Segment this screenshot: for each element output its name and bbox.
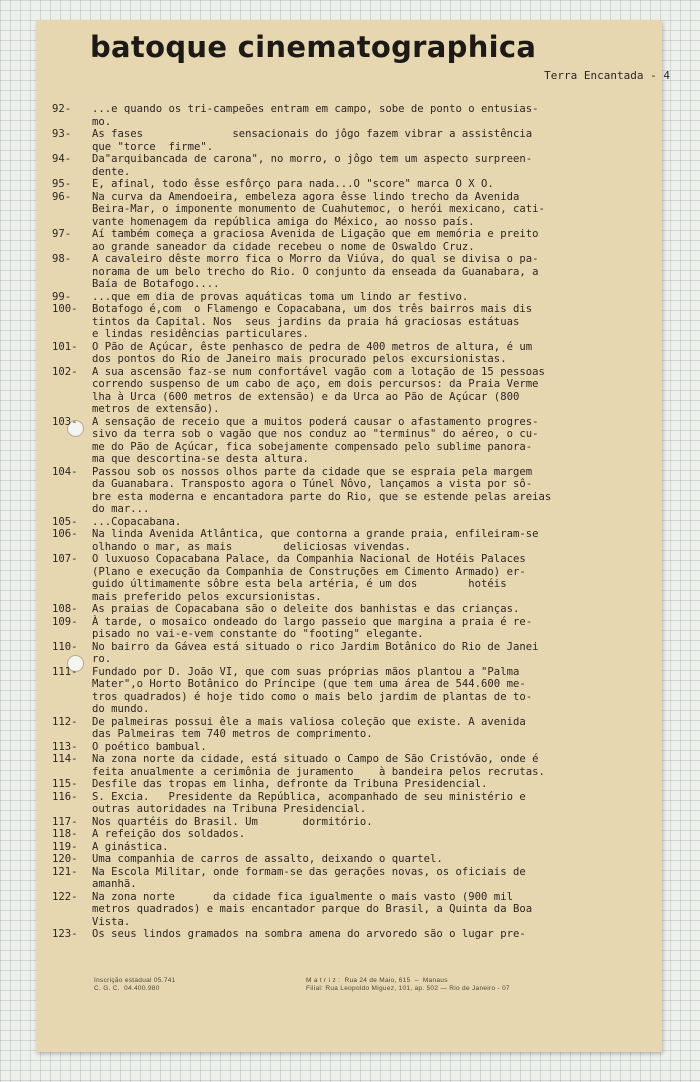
scene-text: das Palmeiras tem 740 metros de comprimento. bbox=[92, 728, 373, 740]
script-line bbox=[52, 153, 622, 166]
script-line bbox=[52, 216, 622, 229]
scene-number bbox=[52, 216, 92, 229]
script-line bbox=[52, 241, 622, 254]
scene-text: Mater",o Horto Botânico do Príncipe (que tem uma área de 544.600 me- bbox=[92, 678, 526, 690]
scene-number: 121- bbox=[52, 865, 78, 878]
scene-text: bre esta moderna e encantadora parte do Rio, que se estende pelas areias bbox=[92, 490, 552, 503]
scene-text: Na zona norte da cidade, está situado o Campo de São Cristóvão, onde é bbox=[92, 753, 539, 765]
script-line bbox=[52, 466, 622, 479]
scene-number bbox=[52, 653, 92, 666]
scene-number bbox=[52, 116, 92, 129]
scene-text: me do Pão de Açúcar, fica sobejamente compensado pelo sublime panora- bbox=[92, 440, 533, 453]
script-line bbox=[52, 853, 622, 866]
script-line bbox=[52, 441, 622, 454]
scene-text: lha à Urca (600 metros de extensão) e da Urca ao Pão de Açúcar (800 bbox=[92, 390, 520, 403]
scene-number bbox=[52, 903, 92, 916]
scene-number bbox=[52, 491, 92, 504]
scene-text: da Guanabara. Transposto agora o Túnel Nôvo, lançamos a vista por sô- bbox=[92, 478, 533, 490]
scene-number bbox=[52, 453, 92, 466]
scene-text: S. Excia. Presidente da República, acompanhado de seu ministério e bbox=[92, 790, 526, 803]
script-line bbox=[52, 741, 622, 754]
script-line bbox=[52, 578, 622, 591]
script-line bbox=[52, 116, 622, 129]
scene-number: 115- bbox=[52, 778, 78, 790]
scene-text: Passou sob os nossos olhos parte da cidade que se espraia pela margem bbox=[92, 465, 533, 478]
script-line bbox=[52, 341, 622, 354]
script-line bbox=[52, 828, 622, 841]
scene-text: Na Escola Militar, onde formam-se das gerações novas, os oficiais de bbox=[92, 865, 526, 878]
scene-number bbox=[52, 403, 92, 416]
script-line bbox=[52, 903, 622, 916]
scene-number: 99- bbox=[52, 290, 72, 303]
scene-number bbox=[52, 703, 92, 716]
letterhead-brand: batoque cinematographica bbox=[90, 30, 537, 64]
scene-text: olhando o mar, as mais deliciosas vivendas. bbox=[92, 540, 411, 553]
scene-number bbox=[52, 441, 92, 454]
scene-number: 93- bbox=[52, 128, 72, 140]
scene-number: 109- bbox=[52, 615, 78, 628]
scene-number: 104- bbox=[52, 465, 78, 478]
script-line bbox=[52, 753, 622, 766]
script-line bbox=[52, 928, 622, 941]
scene-number bbox=[52, 478, 92, 491]
scene-number: 118- bbox=[52, 828, 78, 840]
scene-text: ao grande saneador da cidade recebeu o nome de Oswaldo Cruz. bbox=[92, 240, 475, 253]
script-line bbox=[52, 653, 622, 666]
scene-text: Fundado por D. João VI, que com suas próprias mãos plantou a "Palma bbox=[92, 665, 520, 678]
scene-number bbox=[52, 803, 92, 816]
script-line bbox=[52, 191, 622, 204]
footer-registration bbox=[94, 977, 176, 993]
scene-text: dente. bbox=[92, 165, 131, 178]
scene-number: 96- bbox=[52, 190, 72, 203]
script-line bbox=[52, 891, 622, 904]
footer-left-line: Inscrição estadual 05.741 bbox=[94, 977, 176, 984]
scene-number: 107- bbox=[52, 553, 78, 565]
scene-number: 123- bbox=[52, 928, 78, 940]
script-line bbox=[52, 266, 622, 279]
scene-number bbox=[52, 541, 92, 554]
scene-number: 97- bbox=[52, 228, 72, 240]
scene-text: e lindas residências particulares. bbox=[92, 328, 309, 340]
script-line bbox=[52, 428, 622, 441]
scene-number bbox=[52, 766, 92, 779]
scene-text: A cavaleiro dêste morro fica o Morro da Viúva, do qual se divisa o pa- bbox=[92, 253, 539, 265]
script-line bbox=[52, 803, 622, 816]
scene-number bbox=[52, 566, 92, 579]
scene-text: guido últimamente sôbre esta bela artéria, é um dos hotéis bbox=[92, 578, 507, 590]
script-line bbox=[52, 516, 622, 529]
script-line bbox=[52, 716, 622, 729]
script-line bbox=[52, 628, 622, 641]
script-line bbox=[52, 278, 622, 291]
scene-text: tros quadrados) é hoje tido como o mais belo jardim de plantas de to- bbox=[92, 690, 533, 703]
scene-number bbox=[52, 166, 92, 179]
scene-number bbox=[52, 691, 92, 704]
scene-number bbox=[52, 241, 92, 254]
scene-text: norama de um belo trecho do Rio. O conjunto da enseada da Guanabara, a bbox=[92, 265, 539, 278]
script-line bbox=[52, 541, 622, 554]
scene-number bbox=[52, 266, 92, 279]
scene-number: 98- bbox=[52, 253, 72, 265]
scene-text: A sensação de receio que a muitos poderá causar o afastamento progres- bbox=[92, 415, 539, 428]
script-line bbox=[52, 416, 622, 429]
scene-text: correndo suspenso de um cabo de aço, em dois percursos: da Praia Verme bbox=[92, 378, 539, 390]
script-text bbox=[52, 103, 622, 941]
scene-text: dos pontos do Rio de Janeiro mais procurado pelos excursionistas. bbox=[92, 353, 507, 365]
scene-text: Da"arquibancada de carona", no morro, o jôgo tem um aspecto surpreen- bbox=[92, 153, 533, 165]
scene-number: 103- bbox=[52, 415, 78, 428]
scene-text: ro. bbox=[92, 653, 112, 665]
scene-text: Os seus lindos gramados na sombra amena do arvoredo são o lugar pre- bbox=[92, 928, 526, 940]
scene-number bbox=[52, 328, 92, 341]
script-line bbox=[52, 328, 622, 341]
script-line bbox=[52, 566, 622, 579]
script-line bbox=[52, 603, 622, 616]
script-line bbox=[52, 816, 622, 829]
scene-number bbox=[52, 503, 92, 516]
scene-text: Beira-Mar, o imponente monumento de Cuahutemoc, o herói mexicano, cati- bbox=[92, 203, 545, 215]
scene-text: ...Copacabana. bbox=[92, 515, 182, 528]
scene-text: E, afinal, todo êsse esfôrço para nada...O "score" marca O X O. bbox=[92, 178, 494, 190]
scene-text: O luxuoso Copacabana Palace, da Companhia Nacional de Hotéis Palaces bbox=[92, 553, 526, 565]
scene-text: Desfile das tropas em linha, defronte da Tribuna Presidencial. bbox=[92, 778, 488, 790]
scene-text: Uma companhia de carros de assalto, deixando o quartel. bbox=[92, 853, 443, 865]
scene-text: que "torce firme". bbox=[92, 140, 214, 153]
script-line bbox=[52, 391, 622, 404]
scene-number bbox=[52, 203, 92, 216]
scene-number: 116- bbox=[52, 790, 78, 803]
scene-text: ma que descortina-se desta altura. bbox=[92, 453, 309, 465]
page-reference: Terra Encantada - 4 bbox=[544, 69, 670, 82]
scene-text: A ginástica. bbox=[92, 840, 169, 853]
script-line bbox=[52, 878, 622, 891]
scene-text: sivo da terra sob o vagão que nos conduz ao "terminus" do aéreo, o cu- bbox=[92, 428, 539, 440]
scene-number: 108- bbox=[52, 603, 78, 615]
script-line bbox=[52, 616, 622, 629]
scene-text: do mar... bbox=[92, 503, 150, 515]
scene-text: O poético bambual. bbox=[92, 740, 207, 753]
scene-text: pisado no vai-e-vem constante do "footing" elegante. bbox=[92, 628, 424, 640]
scene-text: No bairro da Gávea está situado o rico Jardim Botânico do Rio de Janei bbox=[92, 640, 539, 653]
scene-text: De palmeiras possui êle a mais valiosa coleção que existe. A avenida bbox=[92, 715, 526, 728]
scene-text: Na zona norte da cidade fica igualmente o mais vasto (900 mil bbox=[92, 890, 513, 903]
scene-text: mais preferido pelos excursionistas. bbox=[92, 590, 322, 603]
script-line bbox=[52, 403, 622, 416]
scene-text: À tarde, o mosaico ondeado do largo passeio que margina a praia é re- bbox=[92, 615, 533, 628]
scene-number: 106- bbox=[52, 528, 78, 540]
scene-text: ...e quando os tri-campeões entram em campo, sobe de ponto o entusias- bbox=[92, 103, 539, 115]
scene-text: Baía de Botafogo.... bbox=[92, 278, 220, 290]
footer-address bbox=[306, 977, 510, 993]
scene-text: Nos quartéis do Brasil. Um dormitório. bbox=[92, 815, 373, 828]
script-line bbox=[52, 366, 622, 379]
scene-text: ...que em dia de provas aquáticas toma um lindo ar festivo. bbox=[92, 290, 469, 303]
scene-text: Vista. bbox=[92, 915, 131, 928]
script-line bbox=[52, 916, 622, 929]
script-line bbox=[52, 728, 622, 741]
scene-number: 113- bbox=[52, 740, 78, 753]
script-line bbox=[52, 253, 622, 266]
footer-left-line: C. G. C. 04.400.980 bbox=[94, 985, 160, 992]
script-line bbox=[52, 503, 622, 516]
scene-number: 105- bbox=[52, 515, 78, 528]
script-line bbox=[52, 141, 622, 154]
scene-number bbox=[52, 878, 92, 891]
scene-text: metros de extensão). bbox=[92, 403, 220, 415]
script-line bbox=[52, 478, 622, 491]
script-line bbox=[52, 316, 622, 329]
scene-number bbox=[52, 728, 92, 741]
scene-number bbox=[52, 578, 92, 591]
scene-text: Na linda Avenida Atlântica, que contorna a grande praia, enfileiram-se bbox=[92, 528, 539, 540]
script-line bbox=[52, 166, 622, 179]
script-line bbox=[52, 703, 622, 716]
scene-number bbox=[52, 678, 92, 691]
script-line bbox=[52, 228, 622, 241]
scene-number bbox=[52, 278, 92, 291]
scene-text: mo. bbox=[92, 115, 112, 128]
scene-text: tintos da Capital. Nos seus jardins da praia há graciosas estátuas bbox=[92, 315, 520, 328]
scene-text: A refeição dos soldados. bbox=[92, 828, 246, 840]
scene-number bbox=[52, 428, 92, 441]
scene-number: 102- bbox=[52, 365, 78, 378]
script-line bbox=[52, 691, 622, 704]
scene-text: As fases sensacionais do jôgo fazem vibrar a assistência bbox=[92, 128, 533, 140]
script-line bbox=[52, 553, 622, 566]
scene-number: 95- bbox=[52, 178, 72, 190]
script-line bbox=[52, 303, 622, 316]
footer-right-line: M a t r i z : Rua 24 de Maio, 615 – Manaus bbox=[306, 977, 448, 984]
scene-text: (Plano e execução da Companhia de Construções em Cimento Armado) er- bbox=[92, 565, 526, 578]
scene-number: 111- bbox=[52, 665, 78, 678]
scene-number bbox=[52, 391, 92, 404]
scene-number bbox=[52, 628, 92, 641]
scene-text: metros quadrados) e mais encantador parque do Brasil, a Quinta da Boa bbox=[92, 903, 533, 915]
scene-text: feita anualmente a cerimônia de juramento à bandeira pelos recrutas. bbox=[92, 765, 545, 778]
scene-number: 94- bbox=[52, 153, 72, 165]
scene-text: outras autoridades na Tribuna Presidencial. bbox=[92, 803, 367, 815]
scene-number: 122- bbox=[52, 890, 78, 903]
scene-number: 101- bbox=[52, 340, 78, 353]
scene-number bbox=[52, 378, 92, 391]
scene-number bbox=[52, 353, 92, 366]
scene-number: 100- bbox=[52, 303, 78, 315]
scene-number: 117- bbox=[52, 815, 78, 828]
script-line bbox=[52, 791, 622, 804]
script-line bbox=[52, 178, 622, 191]
scene-number: 119- bbox=[52, 840, 78, 853]
script-line bbox=[52, 666, 622, 679]
script-line bbox=[52, 128, 622, 141]
script-line bbox=[52, 678, 622, 691]
scene-number: 92- bbox=[52, 103, 72, 115]
script-line bbox=[52, 353, 622, 366]
scene-text: amanhã. bbox=[92, 878, 137, 890]
scene-number: 110- bbox=[52, 640, 78, 653]
scene-number: 114- bbox=[52, 753, 78, 765]
script-line bbox=[52, 591, 622, 604]
scene-text: Aí também começa a graciosa Avenida de Ligação que em memória e preito bbox=[92, 228, 539, 240]
scene-number bbox=[52, 141, 92, 154]
script-line bbox=[52, 641, 622, 654]
scene-number bbox=[52, 916, 92, 929]
script-line bbox=[52, 528, 622, 541]
script-line bbox=[52, 766, 622, 779]
footer-right-line: Filial: Rua Leopoldo Miguez, 101, ap. 502 — Rio de Janeiro - 07 bbox=[306, 985, 510, 992]
script-line bbox=[52, 378, 622, 391]
script-line bbox=[52, 291, 622, 304]
script-line bbox=[52, 841, 622, 854]
scene-number bbox=[52, 591, 92, 604]
scene-number: 112- bbox=[52, 715, 78, 728]
scene-number bbox=[52, 316, 92, 329]
script-line bbox=[52, 778, 622, 791]
scene-text: A sua ascensão faz-se num confortável vagão com a lotação de 15 pessoas bbox=[92, 365, 545, 378]
script-line bbox=[52, 866, 622, 879]
scene-text: Na curva da Amendoeira, embeleza agora êsse lindo trecho da Avenida bbox=[92, 190, 520, 203]
scene-number: 120- bbox=[52, 853, 78, 865]
script-line bbox=[52, 453, 622, 466]
script-line bbox=[52, 491, 622, 504]
scene-text: Botafogo é,com o Flamengo e Copacabana, um dos três bairros mais dis bbox=[92, 303, 533, 315]
scene-text: As praias de Copacabana são o deleite dos banhistas e das crianças. bbox=[92, 603, 520, 615]
scene-text: vante homenagem da república amiga do México, ao nosso país. bbox=[92, 215, 475, 228]
scene-text: do mundo. bbox=[92, 703, 150, 715]
script-line bbox=[52, 103, 622, 116]
script-line bbox=[52, 203, 622, 216]
scene-text: O Pão de Açúcar, êste penhasco de pedra de 400 metros de altura, é um bbox=[92, 340, 533, 353]
